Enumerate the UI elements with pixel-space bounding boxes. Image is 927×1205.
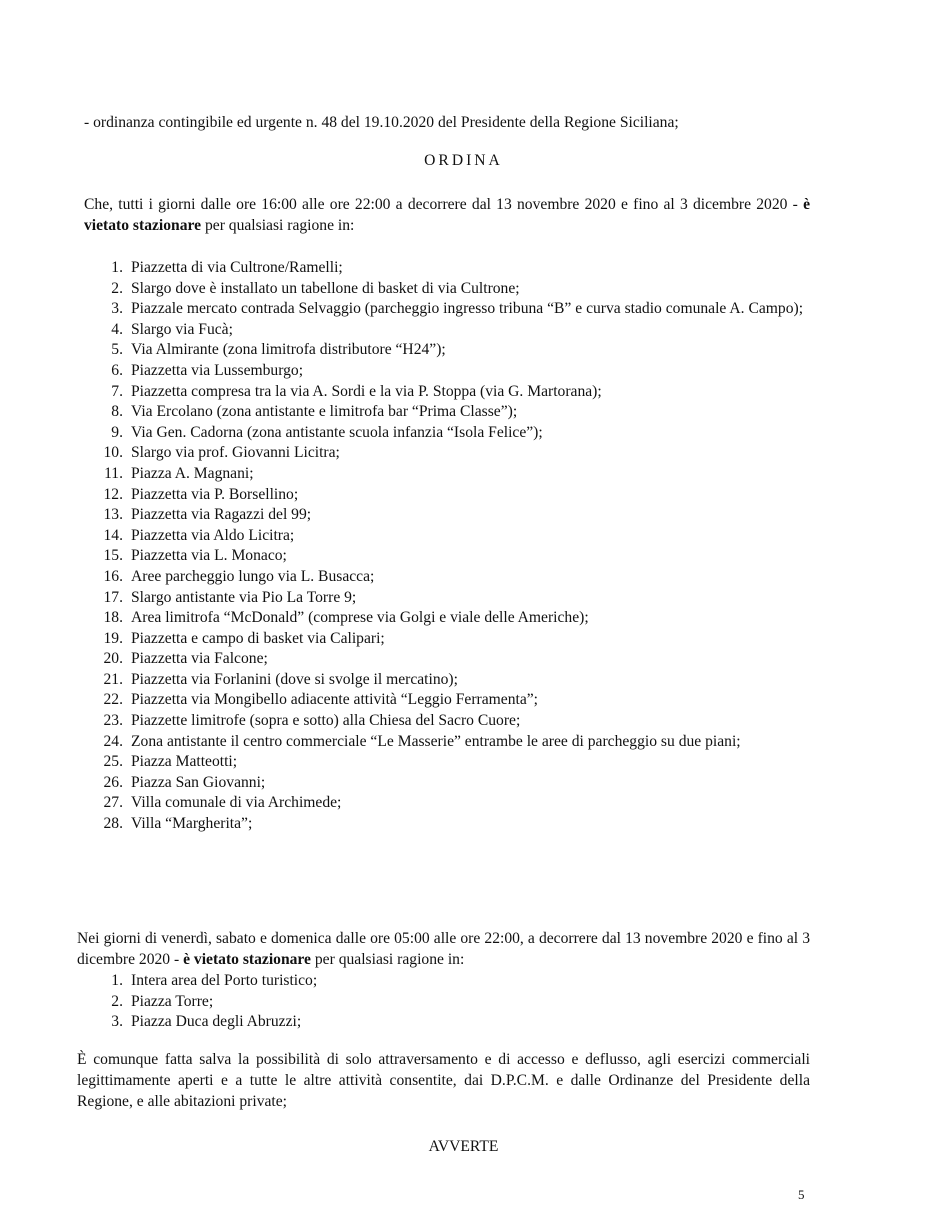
list-item-text: Piazzetta via Forlanini (dove si svolge il mercatino); [131, 670, 458, 688]
list-item [104, 464, 810, 485]
list-item-text: Area limitrofa “McDonald” (comprese via Golgi e viale delle Americhe); [131, 609, 589, 627]
list-item-number: 2. [111, 992, 123, 1010]
intro1-text-before: Che, tutti i giorni dalle ore 16:00 alle ore 22:00 a decorrere dal 13 novembre 2020 e fino al 3 dicembre 2020 - [84, 196, 804, 213]
list-item-text: Villa comunale di via Archimede; [131, 794, 342, 812]
list-item-number: 26. [103, 773, 123, 791]
list-item-text: Piazzetta via Aldo Licitra; [131, 526, 295, 544]
list-item [103, 505, 810, 526]
list-item-text: Piazzetta via L. Monaco; [131, 547, 287, 565]
list-item [111, 382, 810, 403]
list-item [111, 402, 810, 423]
list-item-number: 3. [111, 1013, 123, 1031]
intro-paragraph-1 [84, 194, 810, 236]
list-item [103, 546, 810, 567]
list-item [103, 649, 810, 670]
list-item-number: 12. [103, 485, 123, 503]
list-item-text: Piazzetta via P. Borsellino; [131, 485, 299, 503]
list-item [103, 814, 810, 835]
list-item-number: 15. [103, 547, 123, 565]
list-item-number: 16. [103, 567, 123, 585]
list-item-text: Villa “Margherita”; [131, 815, 253, 833]
page-number: 5 [798, 1187, 805, 1202]
list-item [103, 588, 810, 609]
list-item [111, 340, 810, 361]
intro-paragraph-2 [77, 928, 810, 970]
list-item-text: Zona antistante il centro commerciale “Le Masserie” entrambe le aree di parcheggio su due piani; [131, 732, 741, 750]
list-item-number: 3. [111, 300, 123, 318]
intro1-bold: è vietato stazionare [84, 196, 810, 234]
list-item-number: 11. [104, 464, 123, 482]
list-item [103, 608, 810, 629]
list-item [111, 1012, 810, 1033]
list-item-number: 24. [103, 732, 123, 750]
list-item-number: 10. [103, 444, 123, 462]
list-daily-areas [103, 258, 810, 835]
list-item-number: 21. [103, 670, 123, 688]
list-item [111, 423, 810, 444]
list-item-number: 1. [111, 259, 123, 276]
list-item-text: Piazza Duca degli Abruzzi; [131, 1013, 302, 1031]
list-weekend-areas [111, 971, 810, 1033]
intro2-bold: è vietato stazionare [183, 951, 311, 968]
list-item-text: Slargo dove è installato un tabellone di basket di via Cultrone; [131, 279, 520, 297]
list-item-text: Piazza A. Magnani; [131, 464, 254, 482]
list-item-number: 14. [103, 526, 123, 544]
preamble-text: - ordinanza contingibile ed urgente n. 48 del 19.10.2020 del Presidente della Regione Siciliana; [84, 114, 679, 131]
list-item-text: Piazzetta via Ragazzi del 99; [131, 506, 312, 524]
intro2-text-before: Nei giorni di venerdì, sabato e domenica dalle ore 05:00 alle ore 22:00, a decorrere dal 13 novembre 2020 e fino al 3 dicembre 2020 - [77, 930, 810, 968]
list-item-text: Slargo via Fucà; [131, 320, 233, 338]
list-item-number: 6. [111, 361, 123, 379]
list-item [103, 793, 810, 814]
list-item-text: Piazzale mercato contrada Selvaggio (parcheggio ingresso tribuna “B” e curva stadio comunale A. Campo); [131, 300, 804, 318]
list-item-text: Piazzette limitrofe (sopra e sotto) alla Chiesa del Sacro Cuore; [131, 712, 521, 730]
heading-ordina: ORDINA [424, 152, 503, 169]
list-item-text: Intera area del Porto turistico; [131, 972, 318, 989]
list-item-text: Via Ercolano (zona antistante e limitrofa bar “Prima Classe”); [131, 403, 518, 421]
list-item-text: Piazzetta via Lussemburgo; [131, 361, 304, 379]
list-item-number: 4. [111, 320, 123, 338]
list-item-text: Piazzetta via Falcone; [131, 650, 268, 668]
list-item-text: Piazza San Giovanni; [131, 773, 266, 791]
list-item [103, 670, 810, 691]
list-item [111, 971, 810, 992]
list-item-number: 5. [111, 341, 123, 359]
list-item [103, 526, 810, 547]
list-item-text: Slargo via prof. Giovanni Licitra; [131, 444, 340, 462]
list-item [103, 690, 810, 711]
list-item [111, 258, 810, 279]
list-item [111, 279, 810, 300]
list-item [103, 711, 810, 732]
list-item-number: 27. [103, 794, 123, 812]
list-item [111, 320, 810, 341]
closing-paragraph: È comunque fatta salva la possibilità di solo attraversamento e di accesso e deflusso, agli esercizi commerciali legittimamente aperti e a tutte le altre attività consentite, dai D.P.C.M. e dalle Ordinanze del Presidente della Regione, e alle abitazioni private; [77, 1051, 810, 1110]
list-item [103, 752, 810, 773]
list-item-number: 25. [103, 753, 123, 771]
list-item-number: 19. [103, 629, 123, 647]
heading-avverte: AVVERTE [428, 1138, 499, 1155]
list-item-number: 17. [103, 588, 123, 606]
list-item-text: Piazzetta compresa tra la via A. Sordi e la via P. Stoppa (via G. Martorana); [131, 382, 602, 400]
list-item-number: 2. [111, 279, 123, 297]
list-item-text: Aree parcheggio lungo via L. Busacca; [131, 567, 375, 585]
list-item-number: 18. [103, 609, 123, 627]
list-item-text: Via Almirante (zona limitrofa distributore “H24”); [131, 341, 446, 359]
list-item-number: 9. [111, 423, 123, 441]
list-item-number: 1. [111, 972, 123, 989]
list-item-text: Piazza Torre; [131, 992, 214, 1010]
list-item [103, 567, 810, 588]
list-item-number: 20. [103, 650, 123, 668]
list-item-text: Piazzetta via Mongibello adiacente attività “Leggio Ferramenta”; [131, 691, 538, 709]
list-item-number: 23. [103, 712, 123, 730]
list-item [103, 773, 810, 794]
list-item-number: 7. [111, 382, 123, 400]
intro2-text-after: per qualsiasi ragione in: [310, 951, 465, 968]
list-item-number: 28. [103, 815, 123, 833]
list-item-number: 22. [103, 691, 123, 709]
intro1-text-after: per qualsiasi ragione in: [201, 217, 355, 234]
list-item-number: 8. [111, 403, 123, 421]
list-item [111, 361, 810, 382]
list-item [111, 992, 810, 1013]
list-item-text: Slargo antistante via Pio La Torre 9; [131, 588, 357, 606]
list-item-number: 13. [103, 506, 123, 524]
list-item-text: Via Gen. Cadorna (zona antistante scuola infanzia “Isola Felice”); [131, 423, 543, 441]
list-item-text: Piazza Matteotti; [131, 753, 238, 771]
list-item-text: Piazzetta e campo di basket via Calipari; [131, 629, 385, 647]
list-item [103, 443, 810, 464]
list-item-text: Piazzetta di via Cultrone/Ramelli; [131, 259, 343, 276]
list-item [103, 485, 810, 506]
list-item [103, 732, 810, 753]
list-item [111, 299, 810, 320]
list-item [103, 629, 810, 650]
